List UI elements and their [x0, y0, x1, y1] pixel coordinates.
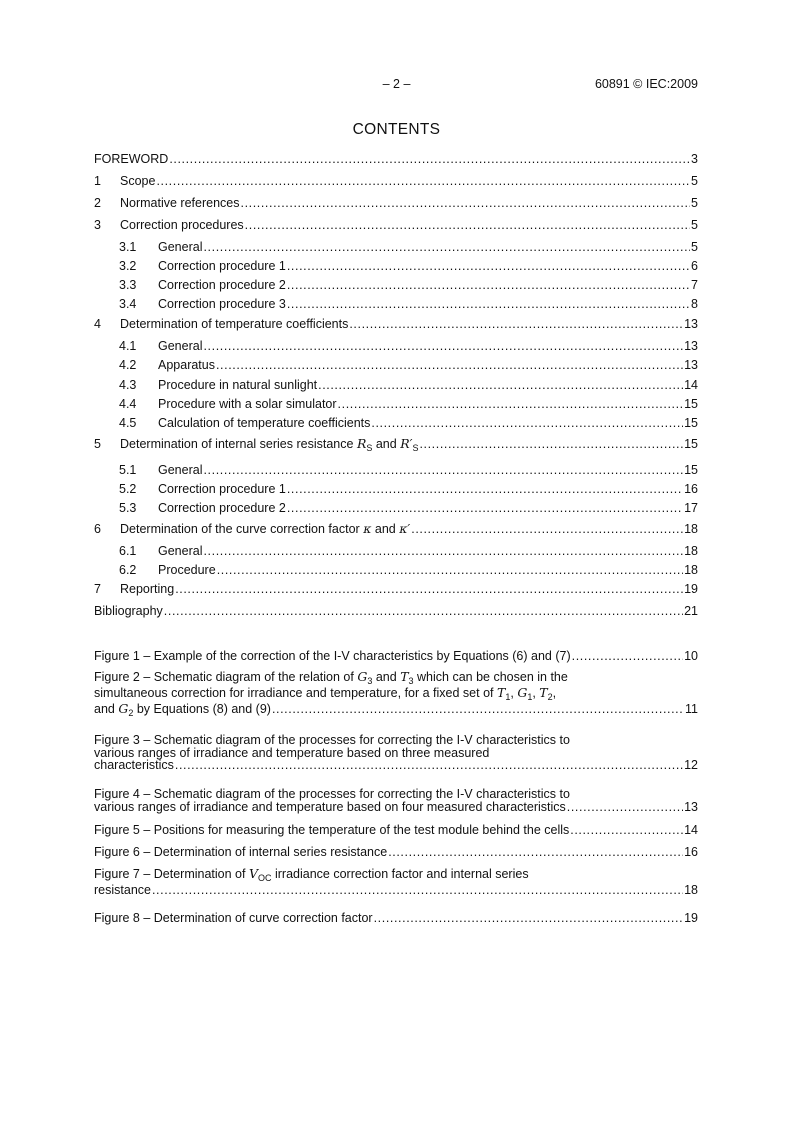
- toc-leader: [217, 562, 683, 578]
- toc-title: Determination of temperature coefficients: [120, 317, 349, 331]
- toc-page: 13: [684, 339, 698, 353]
- toc-leader: [338, 396, 684, 412]
- contents-title: CONTENTS: [352, 121, 441, 138]
- toc-title: Correction procedure 2: [158, 501, 286, 515]
- toc-entry-4-3[interactable]: [94, 377, 698, 393]
- toc-number: 5.1: [119, 463, 137, 477]
- toc-page: 15: [684, 416, 698, 430]
- toc-page: 19: [684, 582, 698, 596]
- toc-entry-3-1[interactable]: [94, 239, 698, 255]
- toc-number: 2: [94, 196, 101, 210]
- toc-page: 3: [691, 152, 698, 166]
- toc-page: 5: [691, 218, 698, 232]
- toc-title: Procedure: [158, 563, 216, 577]
- toc-page: 7: [691, 278, 698, 292]
- toc-entry-4-2[interactable]: [94, 357, 698, 373]
- toc-title: Correction procedure 2: [158, 278, 286, 292]
- toc-entry-4-4[interactable]: [94, 396, 698, 412]
- toc-number: 6: [94, 522, 101, 536]
- toc-title: General: [158, 240, 203, 254]
- toc-leader: [388, 844, 683, 860]
- toc-leader: [349, 316, 683, 332]
- toc-leader: [203, 338, 683, 354]
- toc-entry-7[interactable]: [94, 581, 698, 597]
- toc-leader: [287, 296, 690, 312]
- toc-leader: [241, 195, 691, 211]
- toc-number: 4.1: [119, 339, 137, 353]
- toc-entry-5[interactable]: [94, 436, 698, 452]
- page-number: – 2 –: [382, 77, 411, 91]
- toc-entry-6[interactable]: [94, 521, 698, 537]
- toc-title: Determination of internal series resistance $R_S$ and $R'_S$: [120, 436, 419, 453]
- toc-entry-6-1[interactable]: [94, 543, 698, 559]
- toc-entry-2[interactable]: [94, 195, 698, 211]
- toc-number: 3.3: [119, 278, 137, 292]
- toc-page: 14: [684, 378, 698, 392]
- toc-title: Procedure in natural sunlight: [158, 378, 318, 392]
- figure-entry-8[interactable]: Figure 8 – Determination of curve correction factor ..... 19: [94, 910, 698, 926]
- toc-entry-bibliography[interactable]: [94, 603, 698, 619]
- toc-page: 5: [691, 240, 698, 254]
- toc-entry-foreword[interactable]: [94, 151, 698, 167]
- toc-title: Correction procedure 3: [158, 297, 286, 311]
- toc-page: 13: [684, 317, 698, 331]
- toc-title: General: [158, 463, 203, 477]
- toc-title: Calculation of temperature coefficients: [158, 416, 371, 430]
- toc-entry-5-1[interactable]: [94, 462, 698, 478]
- toc-number: 5: [94, 437, 101, 451]
- toc-entry-3-3[interactable]: [94, 277, 698, 293]
- toc-leader: [156, 173, 690, 189]
- toc-entry-6-2[interactable]: [94, 562, 698, 578]
- toc-entry-5-3[interactable]: [94, 500, 698, 516]
- toc-title: Procedure with a solar simulator: [158, 397, 337, 411]
- toc-number: 3.2: [119, 259, 137, 273]
- toc-leader: [371, 415, 683, 431]
- figure-entry-4[interactable]: Figure 4 – Schematic diagram of the processes for correcting the I-V characteristics to various ranges of irradiance and temperature based on four measured characteristics ..... 13: [94, 788, 698, 813]
- toc-entry-1[interactable]: [94, 173, 698, 189]
- toc-leader: [287, 258, 690, 274]
- toc-number: 6.2: [119, 563, 137, 577]
- toc-number: 4.3: [119, 378, 137, 392]
- toc-leader: [287, 277, 690, 293]
- toc-title: Determination of the curve correction factor κ and κ′: [120, 521, 411, 536]
- toc-title: Correction procedure 1: [158, 259, 286, 273]
- toc-page: 18: [684, 563, 698, 577]
- toc-leader: [169, 151, 690, 167]
- toc-page: 17: [684, 501, 698, 515]
- toc-leader: [203, 239, 690, 255]
- toc-leader: [287, 500, 683, 516]
- toc-leader: [203, 462, 683, 478]
- toc-leader: [203, 543, 683, 559]
- toc-page: 15: [684, 437, 698, 451]
- toc-title: Apparatus: [158, 358, 215, 372]
- toc-leader: [570, 822, 683, 838]
- toc-title: Scope: [120, 174, 156, 188]
- toc-title: General: [158, 544, 203, 558]
- toc-number: 3: [94, 218, 101, 232]
- figure-entry-2[interactable]: Figure 2 – Schematic diagram of the relation of $G_3$ and $T_3$ which can be chosen in the simultaneous correction for irradiance and temperature, for a fixed set of $T_1$, $G_1$, $T_2$, and $G_2$ by Equations (8) and (9) ..... 11: [94, 669, 698, 717]
- toc-leader: [272, 701, 684, 717]
- toc-entry-5-2[interactable]: [94, 481, 698, 497]
- toc-page: 13: [684, 358, 698, 372]
- toc-entry-3[interactable]: [94, 217, 698, 233]
- toc-title: Bibliography: [94, 604, 163, 618]
- toc-leader: [175, 759, 683, 772]
- toc-page: 15: [684, 463, 698, 477]
- toc-page: 5: [691, 196, 698, 210]
- toc-page: 6: [691, 259, 698, 273]
- toc-title: Correction procedures: [120, 218, 244, 232]
- toc-number: 3.4: [119, 297, 137, 311]
- toc-entry-3-2[interactable]: [94, 258, 698, 274]
- toc-leader: [164, 603, 683, 619]
- toc-leader: [572, 648, 683, 664]
- toc-page: 16: [684, 482, 698, 496]
- toc-number: 6.1: [119, 544, 137, 558]
- toc-leader: [152, 882, 683, 898]
- figure-entry-6[interactable]: Figure 6 – Determination of internal series resistance ..... 16: [94, 844, 698, 860]
- toc-entry-3-4[interactable]: [94, 296, 698, 312]
- toc-page: 18: [684, 544, 698, 558]
- toc-entry-4[interactable]: [94, 316, 698, 332]
- toc-page: 15: [684, 397, 698, 411]
- toc-leader: [175, 581, 683, 597]
- toc-title: FOREWORD: [94, 152, 169, 166]
- toc-entry-4-5[interactable]: [94, 415, 698, 431]
- figure-entry-7[interactable]: Figure 7 – Determination of $V_{OC}$ irradiance correction factor and internal series resistance ..... 18: [94, 866, 698, 898]
- toc-title: Correction procedure 1: [158, 482, 286, 496]
- toc-number: 5.3: [119, 501, 137, 515]
- toc-number: 5.2: [119, 482, 137, 496]
- toc-title: Normative references: [120, 196, 240, 210]
- toc-number: 3.1: [119, 240, 137, 254]
- toc-title: Reporting: [120, 582, 175, 596]
- figure-entry-3[interactable]: Figure 3 – Schematic diagram of the processes for correcting the I-V characteristics to various ranges of irradiance and temperature based on three measured characteristics ..... 12: [94, 734, 698, 772]
- toc-leader: [567, 801, 683, 814]
- toc-page: 5: [691, 174, 698, 188]
- figure-entry-5[interactable]: Figure 5 – Positions for measuring the temperature of the test module behind the cells ..... 14: [94, 822, 698, 838]
- toc-number: 7: [94, 582, 101, 596]
- toc-page: 8: [691, 297, 698, 311]
- toc-number: 1: [94, 174, 101, 188]
- toc-page: 21: [684, 604, 698, 618]
- toc-leader: [216, 357, 683, 373]
- figure-entry-1[interactable]: Figure 1 – Example of the correction of the I-V characteristics by Equations (6) and (7) ..... 10: [94, 648, 698, 664]
- toc-entry-4-1[interactable]: [94, 338, 698, 354]
- standard-reference: 60891 © IEC:2009: [594, 77, 698, 91]
- toc-number: 4.4: [119, 397, 137, 411]
- toc-leader: [374, 910, 683, 926]
- toc-page: 18: [684, 522, 698, 536]
- toc-leader: [419, 436, 683, 452]
- toc-leader: [287, 481, 683, 497]
- toc-number: 4.2: [119, 358, 137, 372]
- toc-number: 4.5: [119, 416, 137, 430]
- toc-leader: [318, 377, 683, 393]
- toc-leader: [411, 521, 683, 537]
- toc-number: 4: [94, 317, 101, 331]
- toc-title: General: [158, 339, 203, 353]
- toc-leader: [245, 217, 690, 233]
